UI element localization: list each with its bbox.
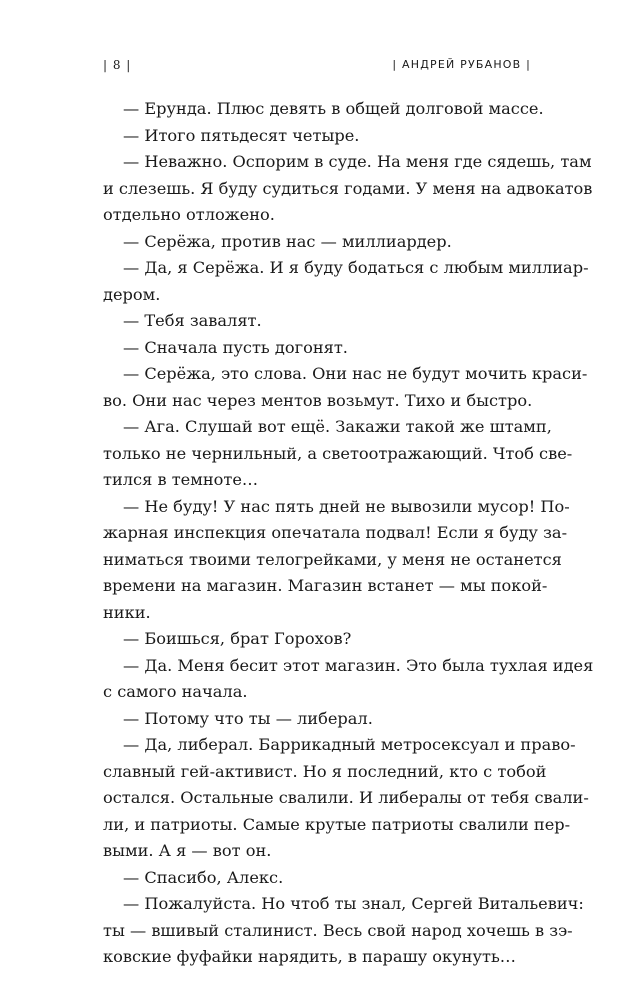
text-line: ники.	[103, 602, 151, 622]
text-line: тился в темноте…	[103, 470, 259, 489]
page-number: | 8 |	[103, 58, 132, 72]
text-line: — Да, я Серёжа. И я буду бодаться с любым миллиар-	[123, 258, 589, 277]
text-line: — Боишься, брат Горохов?	[123, 629, 352, 648]
text-line: дером.	[103, 284, 161, 304]
text-line: — Да, либерал. Баррикадный метросексуал и право-	[123, 735, 576, 754]
text-line: жарная инспекция опечатала подвал! Если я буду за-	[103, 523, 568, 542]
text-line: во. Они нас через ментов возьмут. Тихо и быстро.	[103, 390, 533, 410]
text-line: остался. Остальные свалили. И либералы от тебя свали-	[103, 788, 589, 807]
text-line: ниматься твоими телогрейками, у меня не останется	[103, 549, 562, 569]
text-line: — Спасибо, Алекс.	[123, 867, 284, 887]
text-line: — Серёжа, против нас — миллиардер.	[123, 231, 452, 251]
text-line: времени на магазин. Магазин встанет — мы покой-	[103, 576, 548, 595]
running-header	[103, 58, 531, 78]
text-line: — Да. Меня бесит этот магазин. Это была тухлая идея	[123, 655, 594, 675]
text-line: ли, и патриоты. Самые крутые патриоты свалили пер-	[103, 814, 571, 834]
text-line: — Тебя завалят.	[123, 311, 262, 330]
text-line: — Не буду! У нас пять дней не вывозили мусор! По-	[123, 496, 570, 516]
text-line: — Пожалуйста. Но чтоб ты знал, Сергей Витальевич:	[123, 894, 584, 913]
text-line: — Серёжа, это слова. Они нас не будут мочить краси-	[123, 364, 588, 383]
text-line: с самого начала.	[103, 682, 248, 701]
text-body	[103, 96, 594, 971]
text-line: — Сначала пусть догонят.	[123, 337, 348, 357]
text-line: выми. А я — вот он.	[103, 841, 272, 860]
text-line: — Ерунда. Плюс девять в общей долговой массе.	[123, 99, 544, 118]
text-line: и слезешь. Я буду судиться годами. У меня на адвокатов	[103, 178, 593, 198]
text-line: — Неважно. Оспорим в суде. На меня где сядешь, там	[123, 152, 592, 171]
text-line: отдельно отложено.	[103, 205, 275, 224]
text-line: — Потому что ты — либерал.	[123, 708, 373, 728]
author-name: | АНДРЕЙ РУБАНОВ |	[392, 58, 531, 71]
text-line: — Итого пятьдесят четыре.	[123, 125, 360, 145]
text-line: только не чернильный, а светоотражающий. Чтоб све-	[103, 443, 573, 463]
text-line: — Ага. Слушай вот ещё. Закажи такой же штамп,	[123, 417, 552, 436]
text-line: ты — вшивый сталинист. Весь свой народ хочешь в зэ-	[103, 920, 573, 940]
text-line: славный гей-активист. Но я последний, кто с тобой	[103, 761, 547, 781]
text-line: ковские фуфайки нарядить, в парашу окунуть…	[103, 947, 516, 966]
